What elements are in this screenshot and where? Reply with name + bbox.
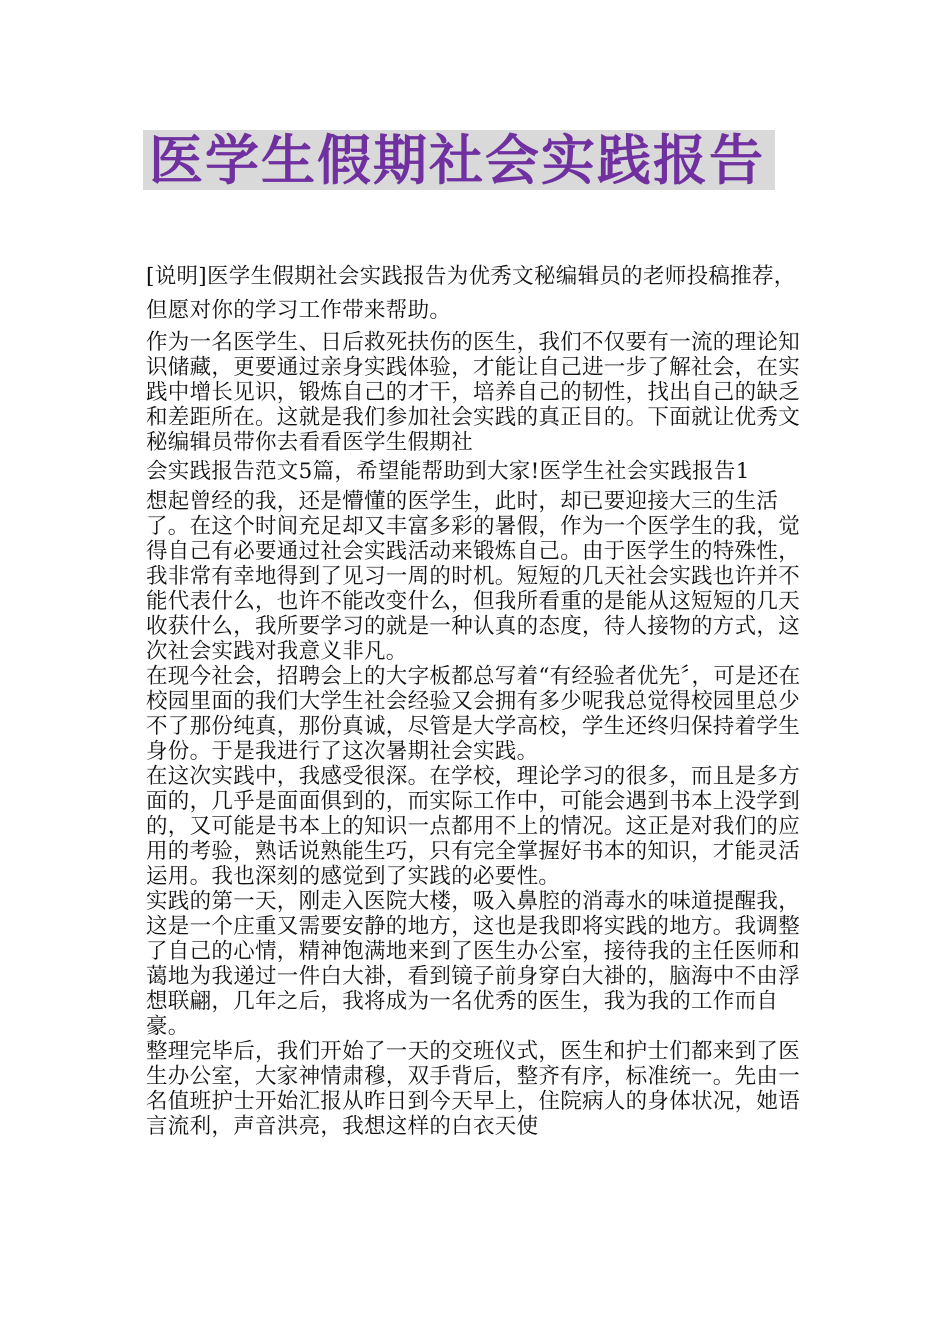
document-title: 医学生假期社会实践报告	[149, 130, 765, 190]
paragraph-2: 想起曾经的我，还是懵懂的医学生，此时，却已要迎接大三的生活了。在这个时间充足却又丰富多彩的暑假，作为一个医学生的我，觉得自己有必要通过社会实践活动来锻炼自己。由于医学生的特殊性，我非常有幸地得到了见习一周的时机。短短的几天社会实践也许并不能代表什么，也许不能改变什么，但我所看重的是能从这短短的几天收获什么，我所要学习的就是一种认真的态度，待人接物的方式，这次社会实践对我意义非凡。	[146, 489, 801, 664]
paragraph-4: 在这次实践中，我感受很深。在学校，理论学习的很多，而且是多方面的，几乎是面面俱到的，而实际工作中，可能会遇到书本上没学到的，又可能是书本上的知识一点都用不上的情况。这正是对我们的应用的考验，熟话说熟能生巧，只有完全掌握好书本的知识，才能灵活运用。我也深刻的感觉到了实践的必要性。	[146, 764, 801, 889]
paragraph-6: 整理完毕后，我们开始了一天的交班仪式，医生和护士们都来到了医生办公室，大家神情肃穆，双手背后，整齐有序，标准统一。先由一名值班护士开始汇报从昨日到今天早上，住院病人的身体状况，她语言流利，声音洪亮，我想这样的白衣天使	[146, 1039, 801, 1139]
paragraph-1: 作为一名医学生、日后救死扶伤的医生，我们不仅要有一流的理论知识储藏，更要通过亲身实践体验，才能让自己进一步了解社会，在实践中增长见识，锻炼自己的才干，培养自己的韧性，找出自己的缺乏和差距所在。这就是我们参加社会实践的真正目的。下面就让优秀文秘编辑员带你去看看医学生假期社	[146, 330, 801, 455]
intro-paragraph: [说明]医学生假期社会实践报告为优秀文秘编辑员的老师投稿推荐，但愿对你的学习工作带来帮助。	[146, 264, 796, 323]
paragraph-5: 实践的第一天，刚走入医院大楼，吸入鼻腔的消毒水的味道提醒我，这是一个庄重又需要安静的地方，这也是我即将实践的地方。我调整了自己的心情，精神饱满地来到了医生办公室，接待我的主任医师和蔼地为我递过一件白大褂，看到镜子前身穿白大褂的，脑海中不由浮想联翩，几年之后，我将成为一名优秀的医生，我为我的工作而自豪。	[146, 889, 801, 1039]
paragraph-1-tail: 会实践报告范文5篇，希望能帮助到大家!医学生社会实践报告1	[146, 459, 750, 484]
document-body	[146, 260, 808, 1139]
title-highlight	[143, 130, 775, 190]
paragraph-3: 在现今社会，招聘会上的大字板都总写着“有经验者优先〞，可是还在校园里面的我们大学生社会经验又会拥有多少呢我总觉得校园里总少不了那份纯真，那份真诚，尽管是大学高校，学生还终归保持着学生身份。于是我进行了这次暑期社会实践。	[146, 664, 801, 764]
